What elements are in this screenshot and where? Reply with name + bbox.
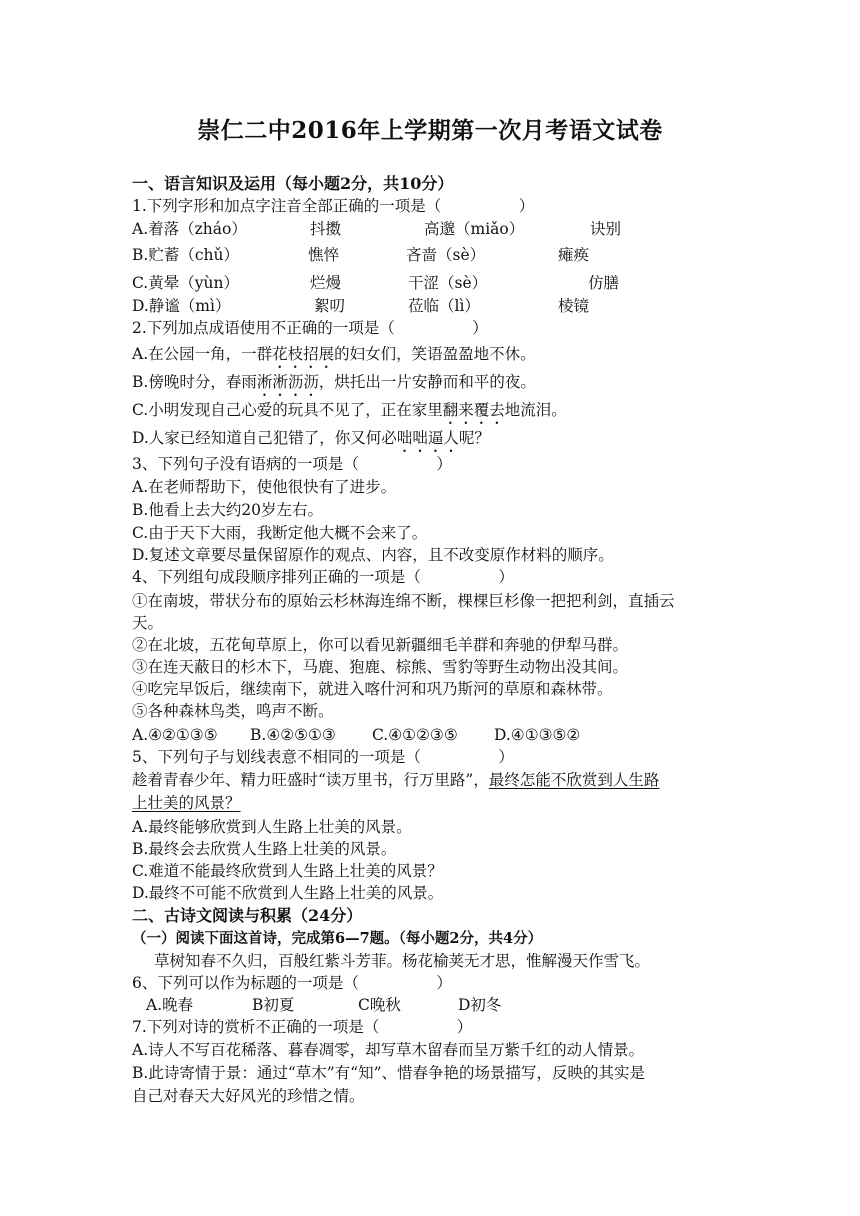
q1-b-1: B.贮蓄（chǔ）	[132, 246, 239, 264]
q5-option-b: B.最终会去欣赏人生路上壮美的风景。	[132, 840, 397, 858]
q2-a-pre: A.在公园一角，一群	[132, 345, 273, 363]
q4-option-a: A.④②①③⑤	[132, 726, 218, 744]
q5-underlined-1: 最终怎能不欣赏到人生路	[488, 771, 660, 789]
q6-option-d: D初冬	[458, 996, 502, 1014]
q2-b-idiom: 淅淅沥沥	[256, 373, 319, 391]
q6-option-b: B初夏	[252, 996, 295, 1014]
q2-b-pre: B.傍晚时分，春雨	[132, 373, 257, 391]
q2-c-post: 地流泪。	[504, 401, 567, 419]
q4-sentence-3: ③在连天蔽日的杉木下，马鹿、狍鹿、棕熊、雪豹等野生动物出没其间。	[132, 658, 629, 676]
q1-c-1: C.黄晕（yùn）	[132, 274, 239, 292]
q6-option-c: C晚秋	[358, 996, 401, 1014]
q5-underlined-2: 上壮美的风景？	[132, 794, 241, 812]
q1-option-b	[132, 248, 732, 266]
q1-b-2: 憔悴	[308, 246, 340, 264]
q2-a-post: 的妇女们，笑语盈盈地不休。	[334, 345, 536, 363]
q1-c-2: 烂熳	[310, 274, 342, 292]
q4-option-b: B.④②⑤①③	[250, 726, 336, 744]
q2-b-post: ，烘托出一片安静而和平的夜。	[318, 373, 536, 391]
q2-option-a	[132, 345, 536, 372]
q1-d-3: 莅临（lì）	[408, 297, 480, 315]
subsection-1-heading: （一）阅读下面这首诗，完成第6—7题。（每小题2分，共4分）	[132, 930, 543, 947]
q2-a-idiom: 花枝招展	[272, 345, 335, 363]
q1-c-4: 仿膳	[588, 274, 620, 292]
q6-stem: 6、下列可以作为标题的一项是（ ）	[132, 974, 452, 992]
section-2-heading: 二、古诗文阅读与积累（24分）	[132, 906, 363, 925]
page-title: 崇仁二中2016年上学期第一次月考语文试卷	[197, 117, 663, 144]
q5-stem: 5、下列句子与划线表意不相同的一项是（ ）	[132, 748, 514, 766]
q1-stem: 1.下列字形和加点字注音全部正确的一项是（ ）	[132, 197, 535, 215]
q4-option-c: C.④①②③⑤	[372, 726, 458, 744]
q1-a-1: A.着落（zháo）	[132, 220, 247, 238]
q5-option-d: D.最终不可能不欣赏到人生路上壮美的风景。	[132, 884, 444, 902]
q7-stem: 7.下列对诗的赏析不正确的一项是（ ）	[132, 1018, 473, 1036]
q1-option-a	[132, 222, 732, 240]
q2-c-pre: C.小明发现自己心爱的玩具不见了，正在家里	[132, 401, 443, 419]
q1-option-c	[132, 276, 732, 294]
q6-options	[146, 998, 546, 1016]
q4-sentence-1-cont: 天。	[132, 614, 164, 632]
q5-option-c: C.难道不能最终欣赏到人生路上壮美的风景？	[132, 862, 443, 880]
q5-passage-pre: 趁着青春少年、精力旺盛时“读万里书，行万里路”，	[132, 771, 489, 789]
q1-a-4: 诀别	[590, 220, 622, 238]
q5-passage-line-2	[132, 796, 241, 812]
q4-stem: 4、下列组句成段顺序排列正确的一项是（ ）	[132, 568, 514, 586]
q1-b-4: 瘫痪	[558, 246, 590, 264]
q1-option-d	[132, 299, 732, 317]
q3-option-d: D.复述文章要尽量保留原作的观点、内容，且不改变原作材料的顺序。	[132, 546, 614, 564]
q2-c-idiom: 翻来覆去	[442, 401, 505, 419]
q1-c-3: 干涩（sè）	[408, 274, 488, 292]
q3-stem: 3、下列句子没有语病的一项是（ ）	[132, 455, 452, 473]
q2-option-c	[132, 401, 567, 428]
q2-option-b	[132, 373, 536, 400]
q2-d-idiom: 咄咄逼人	[396, 429, 459, 447]
q3-option-b: B.他看上去大约20岁左右。	[132, 501, 324, 519]
q7-option-a: A.诗人不写百花稀落、暮春凋零，却写草木留春而呈万紫千红的动人情景。	[132, 1041, 645, 1059]
q7-option-b-line-1: B.此诗寄情于景：通过“草木”有“知”、惜春争艳的场景描写，反映的其实是	[132, 1064, 646, 1082]
q2-d-pre: D.人家已经知道自己犯错了，你又何必	[132, 429, 397, 447]
q1-d-2: 絮叨	[314, 297, 346, 315]
q2-d-post: 呢？	[458, 429, 490, 447]
q4-sentence-4: ④吃完早饭后，继续南下，就进入喀什河和巩乃斯河的草原和森林带。	[132, 680, 613, 698]
q4-sentence-2: ②在北坡，五花甸草原上，你可以看见新疆细毛羊群和奔驰的伊犁马群。	[132, 636, 629, 654]
q4-options	[132, 728, 732, 746]
q3-option-c: C.由于天下大雨，我断定他大概不会来了。	[132, 524, 428, 542]
q1-a-2: 抖擞	[310, 220, 342, 238]
q4-option-d: D.④①③⑤②	[494, 726, 581, 744]
q1-a-3: 高邈（miǎo）	[424, 220, 525, 238]
section-1-heading: 一、语言知识及运用（每小题2分，共10分）	[132, 174, 454, 193]
q3-option-a: A.在老师帮助下，使他很快有了进步。	[132, 478, 397, 496]
q1-d-4: 棱镜	[558, 297, 590, 315]
poem-text: 草树知春不久归，百般红紫斗芳菲。杨花榆荚无才思，惟解漫天作雪飞。	[154, 952, 651, 970]
q6-option-a: A.晚春	[146, 996, 194, 1014]
q4-sentence-5: ⑤各种森林鸟类，鸣声不断。	[132, 702, 334, 720]
q2-stem: 2.下列加点成语使用不正确的一项是（ ）	[132, 319, 488, 337]
q1-d-1: D.静谧（mì）	[132, 297, 231, 315]
q2-option-d	[132, 429, 490, 456]
q5-option-a: A.最终能够欣赏到人生路上壮美的风景。	[132, 818, 412, 836]
q4-sentence-1: ①在南坡，带状分布的原始云杉林海连绵不断，棵棵巨杉像一把把利剑，直插云	[132, 592, 675, 610]
q7-option-b-line-2: 自己对春天大好风光的珍惜之情。	[132, 1087, 365, 1105]
q1-b-3: 吝啬（sè）	[406, 246, 486, 264]
q5-passage-line-1	[132, 773, 659, 789]
